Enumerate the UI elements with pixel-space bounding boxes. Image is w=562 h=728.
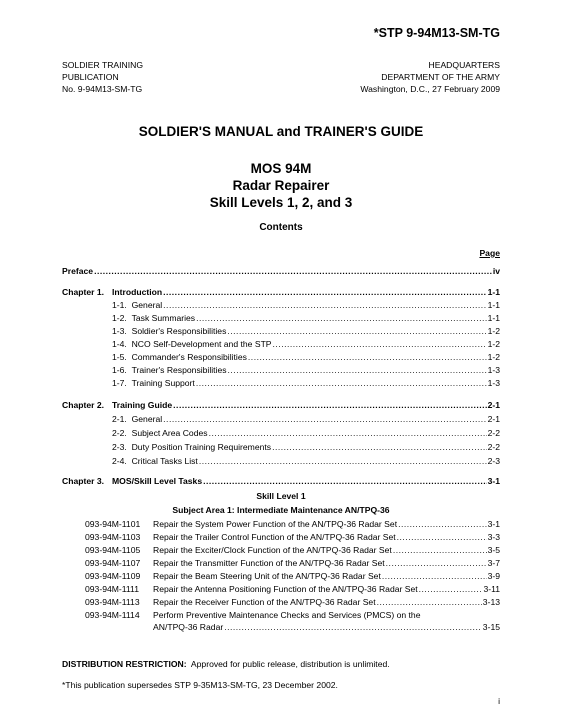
toc-page: 1-3 [487, 378, 500, 388]
task-title: Repair the Trailer Control Function of the AN/TPQ-36 Radar Set [153, 532, 396, 542]
toc-page: 2-2 [487, 428, 500, 438]
toc-section[interactable] [112, 442, 500, 453]
toc-page: 2-2 [487, 442, 500, 452]
toc-leader [196, 378, 487, 389]
toc-page: 2-1 [487, 400, 500, 410]
section-number: 2-4. [112, 456, 127, 466]
toc-leader [393, 545, 487, 556]
task-code: 093-94M-1113 [85, 597, 140, 607]
toc-task[interactable] [153, 597, 500, 608]
header-left [62, 59, 143, 95]
toc-task[interactable] [153, 558, 500, 569]
subject-area-heading: Subject Area 1: Intermediate Maintenance AN/TPQ-36 [172, 505, 390, 515]
task-code: 093-94M-1109 [85, 571, 141, 581]
distribution-text: Approved for public release, distribution is unlimited. [190, 659, 390, 669]
section-title: NCO Self-Development and the STP [131, 339, 272, 349]
toc-leader [224, 622, 482, 633]
chapter-title: Introduction [112, 287, 163, 297]
page-column-label: Page [479, 248, 500, 258]
toc-section[interactable] [112, 313, 500, 324]
toc-leader [163, 414, 486, 425]
toc-leader [398, 519, 487, 530]
task-code: 093-94M-1101 [85, 519, 141, 529]
skill-level-heading: Skill Level 1 [256, 491, 306, 501]
toc-page: 3-5 [487, 545, 500, 555]
toc-page: 1-3 [487, 365, 500, 375]
toc-chapter-2[interactable] [62, 400, 500, 411]
subtitle-line: MOS 94M [250, 161, 312, 176]
toc-page: 1-1 [487, 300, 500, 310]
header-right-line: Washington, D.C., 27 February 2009 [360, 84, 500, 94]
toc-task[interactable] [153, 622, 500, 633]
distribution-label: DISTRIBUTION RESTRICTION: [62, 659, 187, 669]
document-number: *STP 9-94M13-SM-TG [373, 26, 500, 40]
toc-page: 1-2 [487, 352, 500, 362]
section-number: 2-2. [112, 428, 127, 438]
task-title: Repair the Antenna Positioning Function of the AN/TPQ-36 Radar Set [153, 584, 418, 594]
toc-task[interactable] [153, 519, 500, 530]
task-title: Repair the Transmitter Function of the AN/TPQ-36 Radar Set [153, 558, 385, 568]
task-title: Perform Preventive Maintenance Checks and Services (PMCS) on the [153, 610, 421, 620]
toc-leader [94, 266, 492, 277]
section-title: Critical Tasks List [131, 456, 198, 466]
subtitle-line: Radar Repairer [232, 178, 330, 193]
section-number: 1-1. [112, 300, 127, 310]
toc-chapter-3[interactable] [62, 476, 500, 487]
toc-leader [203, 476, 486, 487]
chapter-number: Chapter 2. [62, 400, 105, 410]
toc-leader [199, 456, 487, 467]
toc-leader [248, 352, 487, 363]
toc-leader [272, 442, 487, 453]
section-number: 1-7. [112, 378, 127, 388]
task-code: 093-94M-1103 [85, 532, 141, 542]
toc-leader [163, 287, 486, 298]
toc-section[interactable] [112, 378, 500, 389]
toc-leader [227, 326, 486, 337]
toc-leader [163, 300, 486, 311]
page-number: i [498, 696, 500, 706]
task-code: 093-94M-1107 [85, 558, 141, 568]
toc-leader [173, 400, 486, 411]
toc-task[interactable] [153, 532, 500, 543]
toc-section[interactable] [112, 456, 500, 467]
toc-leader [386, 558, 487, 569]
toc-leader [377, 597, 482, 608]
toc-task[interactable] [153, 571, 500, 582]
subtitle-line: Skill Levels 1, 2, and 3 [209, 195, 353, 210]
toc-page: 3-1 [487, 476, 500, 486]
header-left-line: PUBLICATION [62, 72, 119, 82]
task-title: Repair the Exciter/Clock Function of the AN/TPQ-36 Radar Set [153, 545, 392, 555]
section-number: 2-3. [112, 442, 127, 452]
section-title: General [131, 300, 163, 310]
toc-task[interactable] [153, 584, 500, 595]
manual-title: SOLDIER'S MANUAL and TRAINER'S GUIDE [138, 124, 424, 139]
chapter-title: MOS/Skill Level Tasks [112, 476, 203, 486]
toc-page: 3-9 [487, 571, 500, 581]
header-right-line: HEADQUARTERS [428, 60, 500, 70]
header-left-line: No. 9-94M13-SM-TG [62, 84, 143, 94]
section-title: Task Summaries [131, 313, 196, 323]
toc-task[interactable] [153, 545, 500, 556]
task-code: 093-94M-1114 [85, 610, 140, 620]
toc-page: 2-3 [487, 456, 500, 466]
toc-leader [196, 313, 486, 324]
section-title: Duty Position Training Requirements [131, 442, 272, 452]
header-right-line: DEPARTMENT OF THE ARMY [381, 72, 500, 82]
manual-subtitle [0, 160, 562, 211]
section-number: 1-6. [112, 365, 127, 375]
toc-section[interactable] [112, 414, 500, 425]
distribution-restriction [62, 659, 390, 669]
toc-page: 3-13 [482, 597, 500, 607]
toc-page: 1-2 [487, 326, 500, 336]
chapter-number: Chapter 3. [62, 476, 105, 486]
toc-leader [228, 365, 487, 376]
section-title: Subject Area Codes [131, 428, 208, 438]
toc-section[interactable] [112, 300, 500, 311]
toc-section[interactable] [112, 428, 500, 439]
toc-page: 3-7 [487, 558, 500, 568]
toc-page: iv [492, 266, 500, 276]
header-left-line: SOLDIER TRAINING [62, 60, 144, 70]
toc-section[interactable] [112, 352, 500, 363]
section-title: Trainer's Responsibilities [131, 365, 227, 375]
section-number: 1-5. [112, 352, 127, 362]
task-code: 093-94M-1111 [85, 584, 139, 594]
task-title: Repair the Beam Steering Unit of the AN/TPQ-36 Radar Set [153, 571, 381, 581]
toc-page: 1-1 [487, 313, 500, 323]
toc-page: 3-1 [487, 519, 500, 529]
chapter-number: Chapter 1. [62, 287, 105, 297]
section-number: 1-3. [112, 326, 127, 336]
toc-leader [419, 584, 483, 595]
toc-leader [273, 339, 487, 350]
toc-page: 1-2 [487, 339, 500, 349]
toc-page: 2-1 [487, 414, 500, 424]
toc-page: 3-11 [483, 584, 500, 594]
task-title: Repair the System Power Function of the AN/TPQ-36 Radar Set [153, 519, 398, 529]
header-right [360, 59, 500, 95]
toc-page: 1-1 [487, 287, 500, 297]
toc-section[interactable] [112, 339, 500, 350]
contents-heading: Contents [259, 222, 303, 233]
section-title: General [131, 414, 163, 424]
toc-leader [397, 532, 487, 543]
toc-entry-preface[interactable] [62, 266, 500, 277]
task-title: Repair the Receiver Function of the AN/TPQ-36 Radar Set [153, 597, 376, 607]
section-number: 2-1. [112, 414, 127, 424]
toc-section[interactable] [112, 365, 500, 376]
toc-section[interactable] [112, 326, 500, 337]
section-number: 1-2. [112, 313, 127, 323]
toc-page: 3-3 [487, 532, 500, 542]
section-number: 1-4. [112, 339, 127, 349]
section-title: Commander's Responsibilities [131, 352, 247, 362]
toc-title: Preface [62, 266, 94, 276]
task-title-continued: AN/TPQ-36 Radar [153, 622, 224, 632]
section-title: Training Support [131, 378, 195, 388]
section-title: Soldier's Responsibilities [131, 326, 227, 336]
toc-leader [209, 428, 487, 439]
task-code: 093-94M-1105 [85, 545, 141, 555]
supersedes-note: *This publication supersedes STP 9-35M13-SM-TG, 23 December 2002. [62, 680, 338, 690]
toc-page: 3-15 [482, 622, 500, 632]
toc-chapter-1[interactable] [62, 287, 500, 298]
chapter-title: Training Guide [112, 400, 173, 410]
toc-leader [382, 571, 487, 582]
